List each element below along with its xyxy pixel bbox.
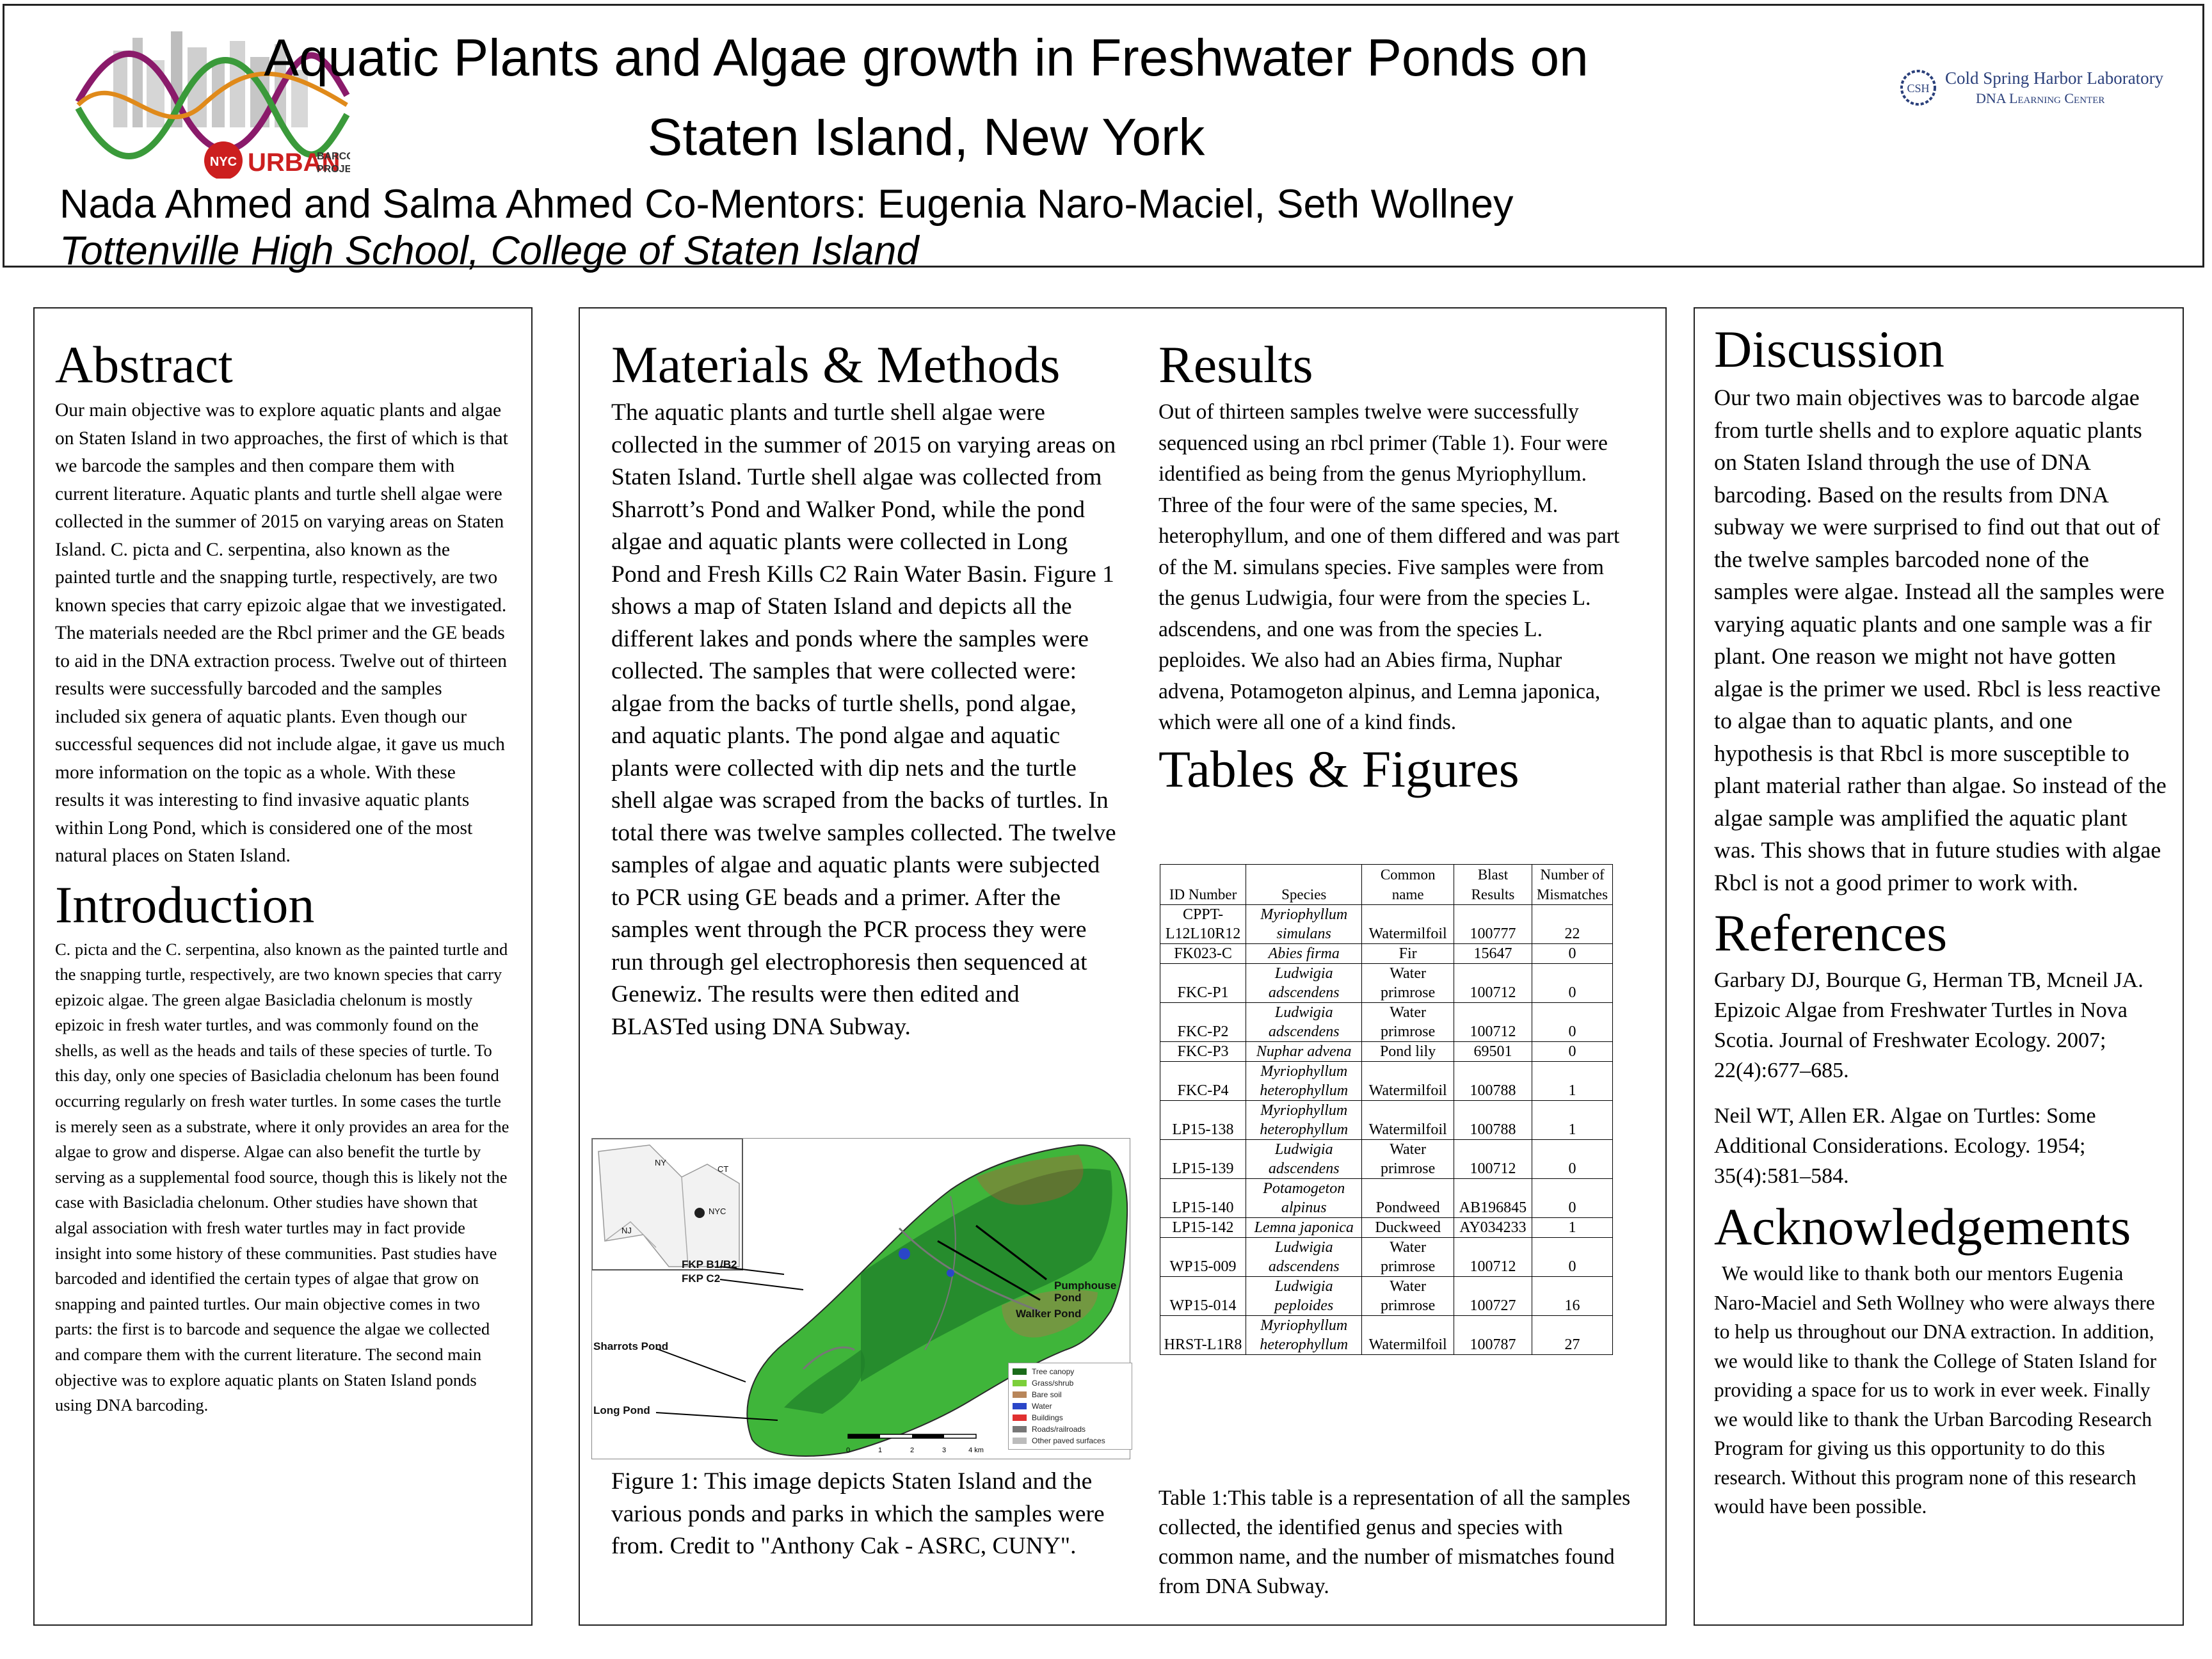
table-cell: Water primrose <box>1362 1277 1454 1316</box>
svg-text:NJ: NJ <box>621 1226 632 1235</box>
table-cell: 22 <box>1532 905 1613 944</box>
table-cell: LP15-138 <box>1160 1101 1246 1140</box>
introduction-heading: Introduction <box>55 875 315 934</box>
reference-item-2: Neil WT, Allen ER. Algae on Turtles: Some Additional Considerations. Ecology. 1954; 35(4):581–584. <box>1714 1104 2096 1188</box>
table-cell: 100777 <box>1454 905 1532 944</box>
abstract-section <box>55 333 509 1418</box>
abstract-text: Our main objective was to explore aquatic plants and algae on Staten Island in two approaches, the first of which is that we barcode the samples and then compare them with current literature. Aquatic plants and turtle shell algae were collected in the summer of 2015 on varying areas on Staten Island. C. picta and C. serpentina, also known as the painted turtle and the snapping turtle, respectively, are two known species that carry epizoic algae that we investigated. The materials needed are the Rbcl primer and the GE beads to aid in the DNA extraction process. Twelve out of thirteen results were successfully barcoded and the samples included six genera of aquatic plants. Even though our successful sequences did not include algae, it gave us much more information on the topic as a whole. With these results it was interesting to find invasive aquatic plants within Long Pond, which is considered one of the most natural places on Staten Island. <box>55 400 508 866</box>
table-cell: WP15-009 <box>1160 1238 1246 1277</box>
table-cell: 100727 <box>1454 1277 1532 1316</box>
legend-swatch <box>1013 1403 1027 1409</box>
figure-1-map <box>591 1138 1130 1459</box>
cshl-logo <box>1899 57 2181 134</box>
table-cell: Fir <box>1362 944 1454 964</box>
table-cell: AB196845 <box>1454 1179 1532 1218</box>
school: Tottenville High School, College of Staten Island <box>60 228 919 273</box>
results-section <box>1158 333 1632 801</box>
table-cell: Duckweed <box>1362 1218 1454 1238</box>
table-cell: 69501 <box>1454 1042 1532 1062</box>
cshl-subtitle: DNA Learning Center <box>1976 90 2105 106</box>
acknowledgements-heading: Acknowledgements <box>1714 1198 2131 1256</box>
table-cell: Lemna japonica <box>1246 1218 1362 1238</box>
table-header-cell: Blast Results <box>1454 865 1532 905</box>
svg-text:BARCODE: BARC <box>317 151 347 162</box>
table-cell: FKC-P1 <box>1160 964 1246 1003</box>
table-header-cell: Species <box>1246 865 1362 905</box>
discussion-section <box>1714 317 2168 1521</box>
table-cell: Water primrose <box>1362 1003 1454 1042</box>
legend-item: Tree canopy <box>1013 1366 1128 1377</box>
table-cell: 0 <box>1532 964 1613 1003</box>
table-header-cell: ID Number <box>1160 865 1246 905</box>
table-cell: Myriophyllum heterophyllum <box>1246 1316 1362 1355</box>
table-cell: 100712 <box>1454 1003 1532 1042</box>
table-row <box>1160 1238 1613 1277</box>
legend-item: Buildings <box>1013 1412 1128 1423</box>
map-label-long-pond: Long Pond <box>593 1404 650 1416</box>
authors: Nada Ahmed and Salma Ahmed Co-Mentors: Eugenia Naro-Maciel, Seth Wollney <box>60 182 1514 227</box>
table-cell: Abies firma <box>1246 944 1362 964</box>
table-cell: AY034233 <box>1454 1218 1532 1238</box>
map-label-fkp-b1-b2: FKP B1/B2 <box>682 1258 737 1270</box>
table-row <box>1160 1277 1613 1316</box>
table-cell: Ludwigia peploides <box>1246 1277 1362 1316</box>
table-cell: 100788 <box>1454 1062 1532 1101</box>
svg-text:PROJECT: PROJE <box>317 164 350 175</box>
svg-text:URBAN: URBAN <box>248 148 341 177</box>
map-label-sharrots-pond: Sharrots Pond <box>593 1340 669 1352</box>
cshl-emblem-icon <box>1899 68 1937 107</box>
table-cell: 100787 <box>1454 1316 1532 1355</box>
figure-1-caption: Figure 1: This image depicts Staten Island and the various ponds and parks in which the samples were from. Credit to "Anthony Cak - ASRC, CUNY". <box>611 1468 1105 1559</box>
table-row <box>1160 1003 1613 1042</box>
svg-text:0: 0 <box>846 1447 851 1454</box>
legend-item: Water <box>1013 1400 1128 1412</box>
legend-item: Grass/shrub <box>1013 1377 1128 1389</box>
table-cell: 0 <box>1532 1238 1613 1277</box>
table-row <box>1160 1101 1613 1140</box>
table-row <box>1160 964 1613 1003</box>
table-cell: 100712 <box>1454 1238 1532 1277</box>
poster-header <box>3 4 2204 273</box>
table-cell: LP15-142 <box>1160 1218 1246 1238</box>
tables-heading: Tables & Figures <box>1158 739 1519 798</box>
table-cell: 16 <box>1532 1277 1613 1316</box>
map-legend <box>1008 1363 1132 1450</box>
results-table <box>1160 864 1613 1355</box>
methods-text: The aquatic plants and turtle shell algae were collected in the summer of 2015 on varying areas on Staten Island. Turtle shell algae was collected from Sharrott’s Pond and Walker Pond, while the pond algae and aquatic plants were collected in Long Pond and Fresh Kills C2 Rain Water Basin. Figure 1 shows a map of Staten Island and depicts all the different lakes and ponds where the samples were collected. The samples that were collected were: algae from the backs of turtle shells, pond algae, and aquatic plants. The pond algae and aquatic plants were collected with dip nets and the turtle shell algae was scraped from the backs of turtles. In total there was twelve samples collected. The twelve samples of algae and aquatic plants were subjected to PCR using GE beads and a primer. After the samples went through the PCR process they were run through gel electrophoresis then sequenced at Genewiz. The results were then edited and BLASTed using DNA Subway. <box>611 399 1116 1040</box>
table-cell: 100712 <box>1454 964 1532 1003</box>
table-cell: 0 <box>1532 944 1613 964</box>
discussion-heading: Discussion <box>1714 320 1944 378</box>
introduction-text: C. picta and the C. serpentina, also known as the painted turtle and the snapping turtle, respectively, are two known species that carry epizoic algae. The green algae Basicladia chelonum is mostly epizoic in fresh water turtles, and was commonly found on the shells, as well as the heads and tails of these species of turtle. To this day, only one species of Basicladia chelonum has been found occurring regularly on fresh water turtles. In some cases the turtle is merely seen as a substrate, where it only provides an area for the algae to grow and disperse. Algae can also benefit the turtle by serving as a supplemental food source, though this is likely not the case with Basicladia chelonum. Other studies have shown that algal association with fresh water turtles may in fact provide insight into some history of these communities. Past studies have barcoded and identified the certain types of algae that grow on snapping and painted turtles. Our main objective comes in two parts: the first is to barcode and sequence the algae we collected and compare them with the current literature. The second main objective was to explore aquatic plants on Staten Island ponds using DNA barcoding. <box>55 939 509 1415</box>
title-line-1: Aquatic Plants and Algae growth in Freshwater Ponds on <box>264 29 1589 87</box>
legend-swatch <box>1013 1426 1027 1432</box>
svg-text:CSH: CSH <box>1907 82 1930 95</box>
table-cell: 1 <box>1532 1218 1613 1238</box>
table-cell: 0 <box>1532 1179 1613 1218</box>
table-row <box>1160 905 1613 944</box>
acknowledgements-text: We would like to thank both our mentors Eugenia Naro-Maciel and Seth Wollney who were always there to help us throughout our DNA extraction. In addition, we would like to thank the College of Staten Island for providing a space for us to work in ever week. Finally we would like to thank the Urban Barcoding Research Program for giving us this opportunity to do this research. Without this program none of this research would have been possible. <box>1714 1262 2157 1518</box>
table-row <box>1160 1140 1613 1179</box>
table-row <box>1160 1179 1613 1218</box>
results-text: Out of thirteen samples twelve were successfully sequenced using an rbcl primer (Table 1). Four were identified as being from the genus Myriophyllum. Three of the four were of the same species, M. heterophyllum, and one of them differed and was part of the M. simulans species. Five samples were from the genus Ludwigia, four were from the species L. adscendens, and one was from the species L. peploides. We also had an Abies firma, Nuphar advena, Potamogeton alpinus, and Lemna japonica, which were all one of a kind finds. <box>1158 400 1620 734</box>
table-cell: LP15-140 <box>1160 1179 1246 1218</box>
table-cell: Pond lily <box>1362 1042 1454 1062</box>
table-cell: CPPT-L12L10R12 <box>1160 905 1246 944</box>
table-row <box>1160 1218 1613 1238</box>
table-cell: Water primrose <box>1362 964 1454 1003</box>
legend-swatch <box>1013 1415 1027 1421</box>
table-cell: FKC-P4 <box>1160 1062 1246 1101</box>
svg-text:NYC: NYC <box>709 1206 726 1216</box>
table-cell: Ludwigia adscendens <box>1246 1140 1362 1179</box>
svg-text:CT: CT <box>717 1164 729 1174</box>
table-cell: Watermilfoil <box>1362 1316 1454 1355</box>
table-cell: 27 <box>1532 1316 1613 1355</box>
table-cell: 15647 <box>1454 944 1532 964</box>
cshl-name: Cold Spring Harbor Laboratory <box>1945 68 2164 88</box>
table-cell: Myriophyllum heterophyllum <box>1246 1062 1362 1101</box>
map-label-pumphouse-pond: Pumphouse Pond <box>1054 1279 1117 1304</box>
table-cell: HRST-L1R8 <box>1160 1316 1246 1355</box>
table-header-row <box>1160 865 1613 905</box>
table-cell: 1 <box>1532 1062 1613 1101</box>
table-cell: Ludwigia adscendens <box>1246 1238 1362 1277</box>
legend-swatch <box>1013 1380 1027 1386</box>
table-cell: LP15-139 <box>1160 1140 1246 1179</box>
table-cell: Myriophyllum heterophyllum <box>1246 1101 1362 1140</box>
references-heading: References <box>1714 904 1948 962</box>
svg-text:1: 1 <box>878 1447 883 1454</box>
svg-text:4 km: 4 km <box>968 1447 984 1454</box>
svg-text:2: 2 <box>910 1447 915 1454</box>
abstract-heading: Abstract <box>55 335 233 394</box>
table-cell: Potamogeton alpinus <box>1246 1179 1362 1218</box>
table-header-cell: Number of Mismatches <box>1532 865 1613 905</box>
table-cell: Ludwigia adscendens <box>1246 1003 1362 1042</box>
table-row <box>1160 1062 1613 1101</box>
map-label-fkp-c2: FKP C2 <box>682 1272 721 1285</box>
svg-text:NYC: NYC <box>209 155 237 169</box>
table-1-caption: Table 1:This table is a representation of all the samples collected, the identified genus and species with common name, and the number of mismatches found from DNA Subway. <box>1158 1486 1631 1598</box>
table-cell: 1 <box>1532 1101 1613 1140</box>
table-cell: Water primrose <box>1362 1140 1454 1179</box>
results-heading: Results <box>1158 335 1313 394</box>
table-cell: 0 <box>1532 1042 1613 1062</box>
table-cell: 0 <box>1532 1003 1613 1042</box>
discussion-text: Our two main objectives was to barcode algae from turtle shells and to explore aquatic plants on Staten Island through the use of DNA barcoding. Based on the results from DNA subway we were surprised to find out that out of the twelve samples barcoded none of the samples were algae. Instead all the samples were varying aquatic plants and one sample was a fir plant. One reason we might not have gotten algae is the primer we used. Rbcl is less reactive to algae than to aquatic plants, and one hypothesis is that Rbcl is more susceptible to plant material rather than algae. So instead of the algae sample was amplified the aquatic plant was. This shows that in future studies with algae Rbcl is not a good primer to work with. <box>1714 385 2167 895</box>
table-cell: Watermilfoil <box>1362 1062 1454 1101</box>
table-cell: 100712 <box>1454 1140 1532 1179</box>
table-header-cell: Common name <box>1362 865 1454 905</box>
table-cell: Pondweed <box>1362 1179 1454 1218</box>
table-row <box>1160 1316 1613 1355</box>
table-cell: FKC-P3 <box>1160 1042 1246 1062</box>
legend-swatch <box>1013 1391 1027 1398</box>
table-cell: FKC-P2 <box>1160 1003 1246 1042</box>
table-cell: WP15-014 <box>1160 1277 1246 1316</box>
title-line-2: Staten Island, New York <box>647 108 1205 166</box>
table-cell: Watermilfoil <box>1362 1101 1454 1140</box>
legend-item: Bare soil <box>1013 1389 1128 1400</box>
table-cell: Ludwigia adscendens <box>1246 964 1362 1003</box>
table-row <box>1160 944 1613 964</box>
table-cell: FK023-C <box>1160 944 1246 964</box>
table-cell: Myriophyllum simulans <box>1246 905 1362 944</box>
legend-swatch <box>1013 1438 1027 1444</box>
methods-heading: Materials & Methods <box>611 335 1061 394</box>
table-cell: 0 <box>1532 1140 1613 1179</box>
svg-text:3: 3 <box>942 1447 947 1454</box>
poster-title <box>248 19 1605 177</box>
legend-item: Roads/railroads <box>1013 1423 1128 1435</box>
svg-text:NY: NY <box>655 1158 667 1167</box>
methods-section <box>611 333 1117 1043</box>
legend-swatch <box>1013 1368 1027 1375</box>
table-cell: Watermilfoil <box>1362 905 1454 944</box>
map-label-walker-pond: Walker Pond <box>1016 1308 1082 1320</box>
table-row <box>1160 1042 1613 1062</box>
table-cell: 100788 <box>1454 1101 1532 1140</box>
legend-item: Other paved surfaces <box>1013 1435 1128 1447</box>
table-cell: Nuphar advena <box>1246 1042 1362 1062</box>
reference-item-1: Garbary DJ, Bourque G, Herman TB, Mcneil JA. Epizoic Algae from Freshwater Turtles in Nova Scotia. Journal of Freshwater Ecology. 2007; 22(4):677–685. <box>1714 968 2144 1082</box>
table-cell: Water primrose <box>1362 1238 1454 1277</box>
